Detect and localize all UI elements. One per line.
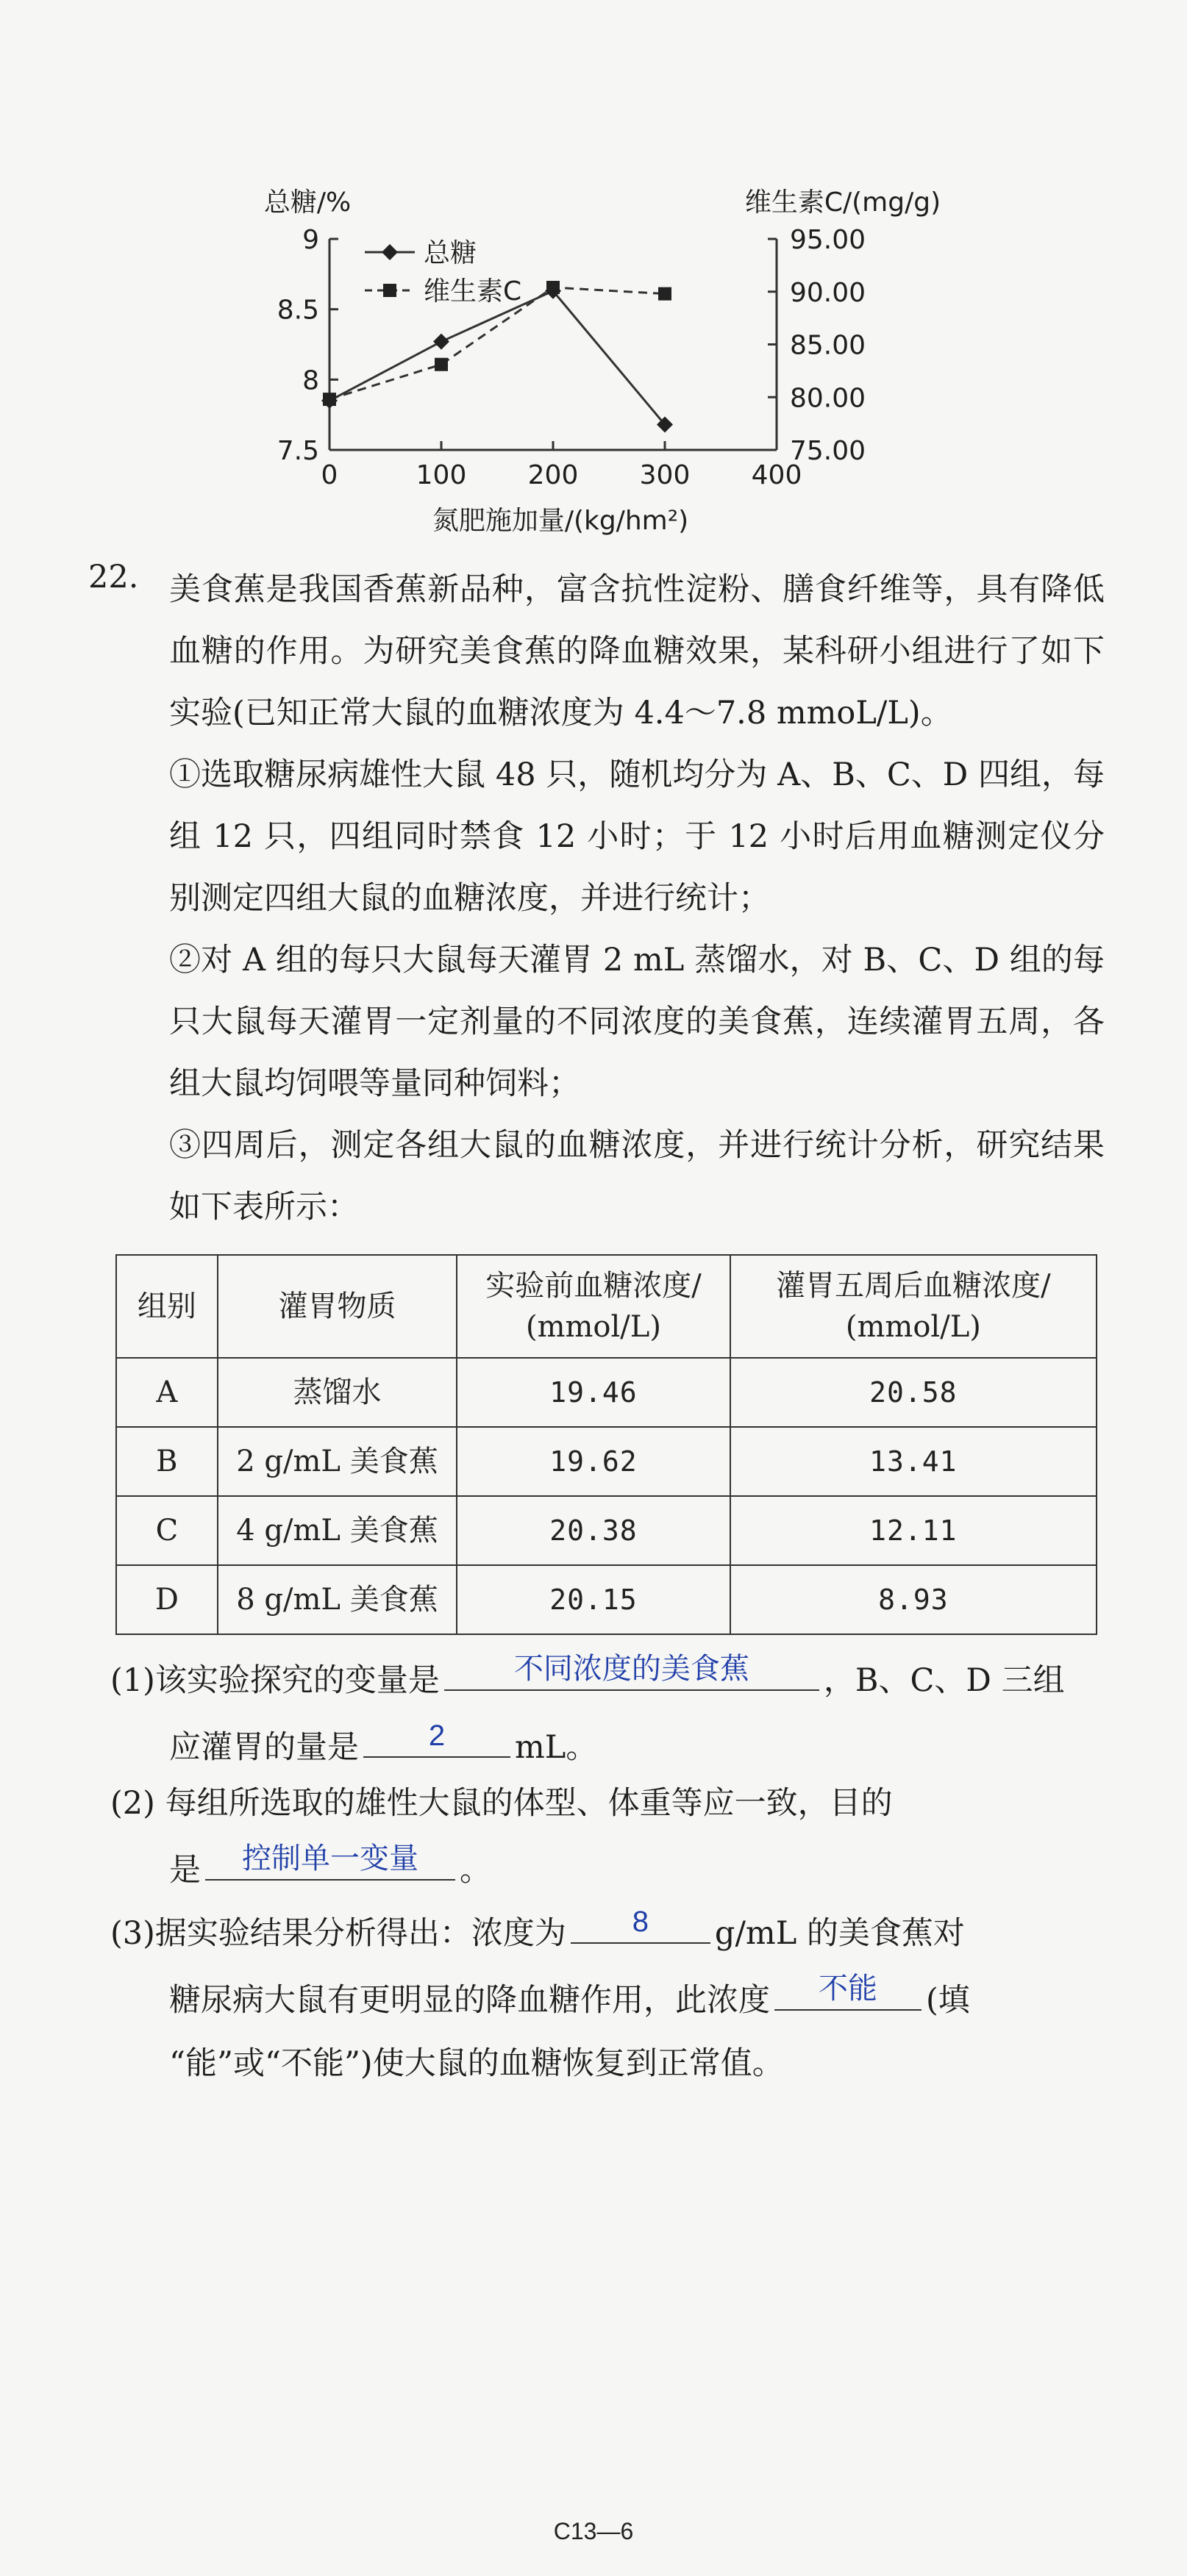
cell-after: 12.11 [730, 1496, 1097, 1565]
cell-substance: 蒸馏水 [218, 1358, 457, 1427]
sub-question-2-line-2 [110, 1835, 1125, 1902]
cell-group: B [116, 1427, 218, 1496]
q3-answer-blank-2[interactable] [774, 1965, 922, 2011]
x-tick-label: 400 [751, 460, 802, 490]
header-substance: 灌胃物质 [218, 1255, 457, 1358]
header-after-line1: 灌胃五周后血糖浓度/ [776, 1269, 1051, 1303]
chart-legend [365, 238, 521, 307]
cell-group: D [116, 1565, 218, 1634]
q3-text-b: g/mL 的美食蕉对 [714, 1915, 965, 1952]
sub-question-3 [110, 1898, 1125, 2095]
header-group: 组别 [116, 1255, 218, 1358]
legend-label: 维生素C [424, 276, 522, 307]
y-right-tick-label: 80.00 [790, 383, 866, 414]
y-right-tick-label: 75.00 [790, 436, 866, 466]
question-number: 22. [88, 559, 139, 595]
y-left-tick-label: 7.5 [277, 436, 319, 466]
sub-question-2 [110, 1772, 1125, 1902]
table-row [116, 1496, 1097, 1565]
q3-text-c: 糖尿病大鼠有更明显的降血糖作用，此浓度 [169, 1982, 770, 2019]
q3-text-a: (3)据实验结果分析得出：浓度为 [110, 1915, 566, 1952]
sub-question-1-line-1 [110, 1645, 1125, 1712]
data-point-diamond [433, 334, 449, 350]
y-right-axis-title: 维生素C/(mg/g) [744, 187, 941, 218]
x-tick-label: 100 [416, 460, 467, 490]
header-after-line2: (mmol/L) [845, 1310, 981, 1344]
cell-substance: 4 g/mL 美食蕉 [218, 1496, 457, 1565]
data-point-diamond [382, 244, 398, 260]
experiment-step-2: ②对 A 组的每只大鼠每天灌胃 2 mL 蒸馏水，对 B、C、D 组的每只大鼠每天灌胃一定剂量的不同浓度的美食蕉，连续灌胃五周，各组大鼠均饲喂等量同种饲料； [169, 942, 1105, 1102]
q1-answer-blank-1[interactable] [444, 1645, 819, 1691]
q3-answer-1: 8 [632, 1906, 649, 1938]
q1-answer-1: 不同浓度的美食蕉 [513, 1653, 749, 1685]
sub-question-2-line-1: (2) 每组所选取的雄性大鼠的体型、体重等应一致，目的 [110, 1785, 893, 1822]
cell-substance: 2 g/mL 美食蕉 [218, 1427, 457, 1496]
table-row [116, 1565, 1097, 1634]
table-header-row [116, 1255, 1097, 1358]
page-number: C13—6 [553, 2518, 634, 2544]
sub-question-3-line-1 [110, 1898, 1125, 1965]
cell-before: 19.62 [457, 1427, 730, 1496]
sub-question-1-line-2 [110, 1712, 1125, 1779]
experiment-step-1: ①选取糖尿病雄性大鼠 48 只，随机均分为 A、B、C、D 四组，每组 12 只，四组同时禁食 12 小时；于 12 小时后用血糖测定仪分别测定四组大鼠的血糖浓度，并进行统计； [169, 756, 1105, 917]
data-point-square [435, 358, 448, 371]
header-before [457, 1255, 730, 1358]
q1-text-d: mL。 [515, 1729, 598, 1766]
cell-after: 13.41 [730, 1427, 1097, 1496]
sub-question-1 [110, 1645, 1125, 1779]
chart-svg [0, 0, 1187, 559]
header-before-line1: 实验前血糖浓度/ [485, 1269, 702, 1303]
data-point-square [546, 281, 560, 294]
header-before-line2: (mmol/L) [525, 1310, 661, 1344]
y-left-tick-label: 8 [302, 365, 319, 396]
question-intro: 美食蕉是我国香蕉新品种，富含抗性淀粉、膳食纤维等，具有降低血糖的作用。为研究美食蕉的降血糖效果，某科研小组进行了如下实验(已知正常大鼠的血糖浓度为 4.4～7.8 mmoL/L)。 [169, 571, 1105, 731]
q3-text-d: (填 [926, 1982, 970, 2019]
q3-answer-blank-1[interactable] [571, 1898, 710, 1944]
data-point-square [658, 287, 671, 301]
y-right-tick-label: 95.00 [790, 225, 866, 255]
q1-text-c: 应灌胃的量是 [169, 1729, 359, 1766]
q2-answer-blank[interactable] [205, 1835, 455, 1881]
sub-question-3-line-2 [110, 1965, 1125, 2032]
results-table [115, 1254, 1097, 1635]
q2-answer: 控制单一变量 [242, 1842, 418, 1875]
y-right-tick-label: 85.00 [790, 330, 866, 361]
cell-before: 20.15 [457, 1565, 730, 1634]
cell-group: C [116, 1496, 218, 1565]
y-left-axis-title: 总糖/% [263, 187, 352, 218]
q1-text-b: ，B、C、D 三组 [823, 1662, 1065, 1699]
legend-label: 总糖 [424, 238, 477, 268]
table-row [116, 1427, 1097, 1496]
q3-answer-2: 不能 [819, 1972, 877, 2005]
cell-before: 20.38 [457, 1496, 730, 1565]
q1-answer-blank-2[interactable] [363, 1712, 510, 1758]
data-point-square [383, 284, 396, 297]
y-left-tick-label: 8.5 [277, 295, 319, 326]
experiment-step-3: ③四周后，测定各组大鼠的血糖浓度，并进行统计分析，研究结果如下表所示： [169, 1127, 1105, 1226]
x-tick-label: 0 [321, 460, 338, 490]
y-left-tick-label: 9 [302, 225, 319, 255]
cell-after: 20.58 [730, 1358, 1097, 1427]
data-point-square [323, 393, 336, 406]
q2-text-c: 。 [460, 1852, 491, 1889]
cell-after: 8.93 [730, 1565, 1097, 1634]
q1-text-a: (1)该实验探究的变量是 [110, 1662, 440, 1699]
header-after [730, 1255, 1097, 1358]
sub-question-3-line-3: “能”或“不能”)使大鼠的血糖恢复到正常值。 [169, 2045, 784, 2082]
q2-text-b: 是 [169, 1852, 201, 1889]
nitrogen-fertilizer-chart [0, 0, 1187, 559]
cell-group: A [116, 1358, 218, 1427]
x-tick-label: 300 [639, 460, 691, 490]
series-line-0 [329, 291, 665, 425]
cell-before: 19.46 [457, 1358, 730, 1427]
cell-substance: 8 g/mL 美食蕉 [218, 1565, 457, 1634]
x-tick-label: 200 [527, 460, 579, 490]
table-row [116, 1358, 1097, 1427]
q1-answer-2: 2 [428, 1720, 446, 1752]
x-axis-title: 氮肥施加量/(kg/hm²) [432, 506, 689, 536]
y-right-tick-label: 90.00 [790, 277, 866, 308]
chart-axes [264, 187, 941, 536]
